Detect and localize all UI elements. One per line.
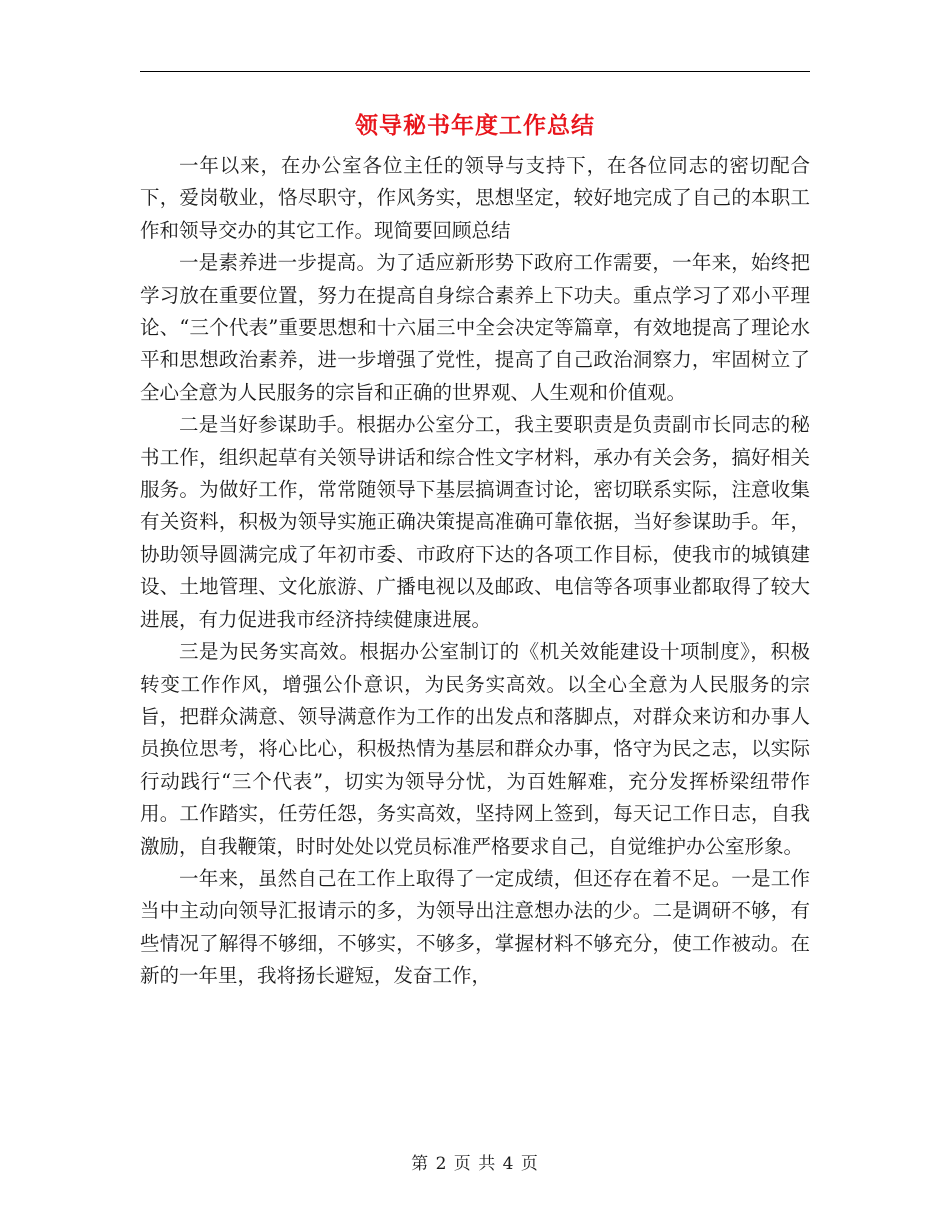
page-number-footer: 第 2 页 共 4 页 — [411, 1154, 539, 1174]
document-title: 领导秘书年度工作总结 — [355, 112, 595, 139]
header-rule — [140, 71, 810, 72]
paragraph-service: 三是为民务实高效。根据办公室制订的《机关效能建设十项制度》，积极转变工作作风，增强公仆意识，为民务实高效。以全心全意为人民服务的宗旨，把群众满意、领导满意作为工作的出发点和落脚点，对群众来访和办事人员换位思考，将心比心，积极热情为基层和群众办事，恪守为民之志，以实际行动践行“三个代表”，切实为领导分忧，为百姓解难，充分发挥桥梁纽带作用。工作踏实，任劳任怨，务实高效，坚持网上签到，每天记工作日志，自我激励，自我鞭策，时时处处以党员标准严格要求自己，自觉维护办公室形象。 — [140, 640, 810, 858]
paragraph-advisor: 二是当好参谋助手。根据办公室分工，我主要职责是负责副市长同志的秘书工作，组织起草有关领导讲话和综合性文字材料，承办有关会务，搞好相关服务。为做好工作，常常随领导下基层搞调查讨论，密切联系实际，注意收集有关资料，积极为领导实施正确决策提高准确可靠依据，当好参谋助手。年，协助领导圆满完成了年初市委、市政府下达的各项工作目标，使我市的城镇建设、土地管理、文化旅游、广播电视以及邮政、电信等各项事业都取得了较大进展，有力促进我市经济持续健康进展。 — [140, 413, 810, 631]
paragraph-quality: 一是素养进一步提高。为了适应新形势下政府工作需要，一年来，始终把学习放在重要位置，努力在提高自身综合素养上下功夫。重点学习了邓小平理论、“三个代表”重要思想和十六届三中全会决定等篇章，有效地提高了理论水平和思想政治素养，进一步增强了党性，提高了自己政治洞察力，牢固树立了全心全意为人民服务的宗旨和正确的世界观、人生观和价值观。 — [140, 251, 810, 404]
paragraph-intro: 一年以来，在办公室各位主任的领导与支持下，在各位同志的密切配合下，爱岗敬业，恪尽职守，作风务实，思想坚定，较好地完成了自己的本职工作和领导交办的其它工作。现简要回顾总结 — [140, 154, 810, 242]
document-body — [140, 150, 810, 993]
paragraph-shortcomings: 一年来，虽然自己在工作上取得了一定成绩，但还存在着不足。一是工作当中主动向领导汇报请示的多，为领导出注意想办法的少。二是调研不够，有些情况了解得不够细，不够实，不够多，掌握材料不够充分，使工作被动。在新的一年里，我将扬长避短，发奋工作， — [140, 866, 810, 988]
